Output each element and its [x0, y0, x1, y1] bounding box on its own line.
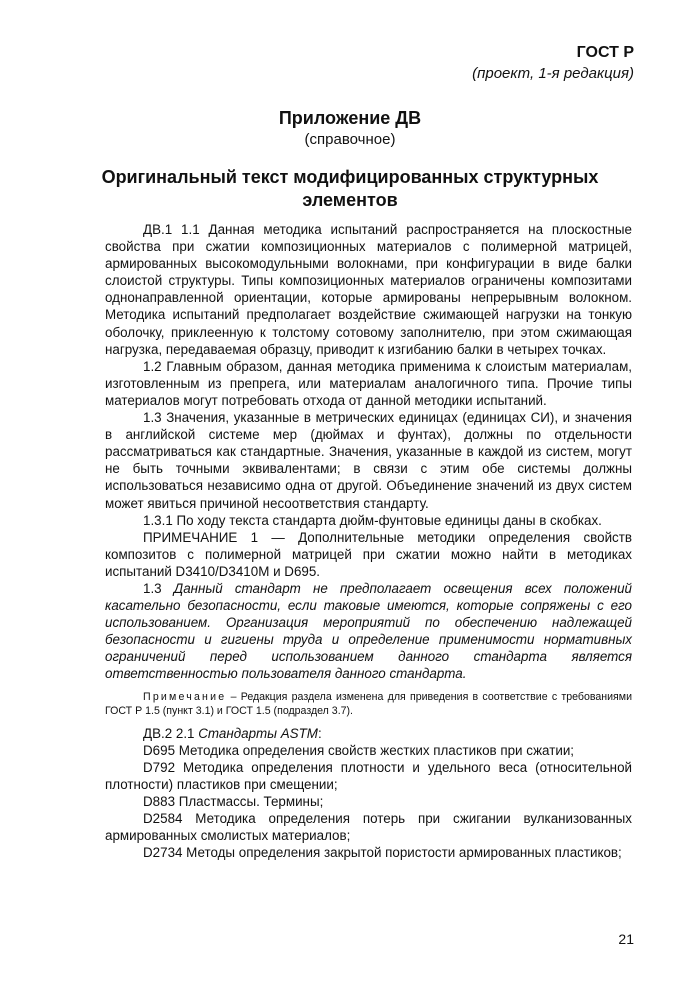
list-item-d2584: D2584 Методика определения потерь при сжигании вулканизованных армированных смолистых материалов; — [105, 811, 632, 844]
section-2-1-colon: : — [317, 725, 322, 741]
standard-code: ГОСТ Р — [576, 44, 634, 61]
heading-line-2: элементов — [302, 190, 398, 210]
appendix-subtitle: (справочное) — [304, 131, 396, 148]
paragraph-1-3-1: 1.3.1 По ходу текста стандарта дюйм-фунтовые единицы даны в скобках. — [143, 512, 602, 528]
edition-note: (проект, 1-я редакция) — [472, 65, 634, 82]
list-item-d2734: D2734 Методы определения закрытой пористости армированных пластиков; — [143, 845, 622, 861]
remark-label: Примечание — [143, 690, 227, 703]
list-item-d883: D883 Пластмассы. Термины; — [143, 793, 324, 809]
edition-remark — [105, 690, 632, 718]
document-header — [472, 42, 634, 84]
section-2-1-number: ДВ.2 2.1 — [143, 725, 199, 741]
document-body — [105, 221, 632, 861]
remark-text: – Редакция раздела изменена для приведения в соответствие с требованиями ГОСТ Р 1.5 (пункт 3.1) и ГОСТ 1.5 (подраздел 3.7). — [105, 690, 632, 717]
list-item-d792: D792 Методика определения плотности и удельного веса (относительной плотности) пластиков при смещении; — [105, 759, 632, 792]
safety-paragraph — [105, 580, 632, 683]
heading-line-1: Оригинальный текст модифицированных структурных — [101, 167, 599, 187]
paragraph-1-3: 1.3 Значения, указанные в метрических единицах (единицах СИ), и значения в английской системе мер (дюймах и фунтах), должны по отдельности рассматриваться как стандартные. Значения, указанные в каждой из систем, могут не быть точными эквивалентами; в связи с этим обе системы должны использоваться независимо одна от другой. Объединение значений из двух систем может явиться причиной несоответствия стандарту. — [105, 410, 632, 511]
page-number: 21 — [618, 931, 634, 947]
section-2-1 — [105, 725, 632, 742]
note-1-paragraph: ПРИМЕЧАНИЕ 1 — Дополнительные методики определения свойств композитов с полимерной матрицей при сжатии можно найти в методиках испытаний D3410/D3410M и D695. — [105, 529, 632, 579]
appendix-title: Приложение ДВ — [278, 108, 422, 128]
section-2-1-title: Стандарты ASTM — [198, 725, 318, 741]
paragraph-1-1: ДВ.1 1.1 Данная методика испытаний распространяется на плоскостные свойства при сжатии композиционных материалов с полимерной матрицей, армированных высокомодульными волокнами, при конфигурации в виде балки слоистой структуры. Типы композиционных материалов ограничены композитами однонаправленной ориентации, которые армированы непрерывным волокном. Методика испытаний предполагает воздействие сжимающей нагрузки на тонкую оболочку, приклеенную к толстому сотовому заполнителю, при этом сжимающая нагрузка, передаваемая образцу, приводит к изгибанию балки в четырех точках. — [105, 222, 632, 357]
safety-number: 1.3 — [143, 580, 174, 596]
list-item-d695: D695 Методика определения свойств жестких пластиков при сжатии; — [143, 742, 575, 758]
paragraph-1-2: 1.2 Главным образом, данная методика применима к слоистым материалам, изготовленным из препрега, или материалам аналогичного типа. Прочие типы материалов могут потребовать отхода от данной методики испытаний. — [105, 358, 632, 408]
safety-text: Данный стандарт не предполагает освещения всех положений касательно безопасности, если таковые имеются, которые сопряжены с его использованием. Организация мероприятий по обеспечению надлежащей безопасности и гигиены труда и определение применимости нормативных ограничений перед использованием данного стандарта является ответственностью пользователя данного стандарта. — [105, 580, 632, 682]
appendix-heading — [0, 166, 700, 212]
